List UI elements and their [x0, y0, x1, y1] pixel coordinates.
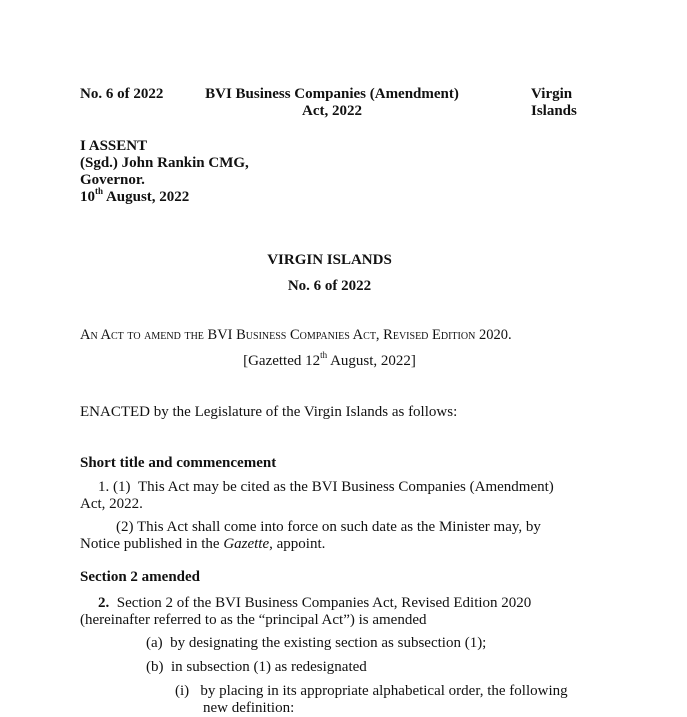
act-number: No. 6 of 2022: [80, 86, 164, 102]
act-title-line2: Act, 2022: [302, 103, 362, 119]
assent-line: I ASSENT: [80, 138, 148, 154]
section2-item-b: (b) in subsection (1) as redesignated: [146, 659, 367, 675]
long-title: An Act to amend the BVI Business Companies Act, Revised Edition 2020.: [80, 327, 512, 343]
section2-intro: 2. Section 2 of the BVI Business Companies Act, Revised Edition 2020 (hereinafter referred to as the “principal Act”) is amended: [80, 595, 532, 628]
enacting-formula: ENACTED by the Legislature of the Virgin Islands as follows:: [80, 404, 458, 420]
governor-signature: (Sgd.) John Rankin CMG,: [80, 155, 249, 171]
section1-number: 1. (1): [98, 479, 131, 495]
gazette-reference: Gazette: [223, 536, 270, 552]
assent-block: [80, 138, 249, 206]
assent-date: 10th August, 2022: [80, 186, 190, 205]
act-title-line1: BVI Business Companies (Amendment): [205, 86, 459, 102]
section2-heading: Section 2 amended: [80, 569, 200, 585]
act-number-heading: No. 6 of 2022: [287, 278, 372, 294]
jurisdiction-line2: Islands: [531, 103, 577, 119]
gazetted-date: [Gazetted 12th August, 2022]: [243, 350, 416, 369]
section1-subsection2: (2) This Act shall come into force on such date as the Minister may, by Notice published in the Gazette, appoint.: [80, 519, 541, 552]
governor-title: Governor.: [80, 172, 145, 188]
act-title: [190, 86, 474, 120]
section2-number: 2.: [98, 595, 110, 611]
section1-subsection1: 1. (1) This Act may be cited as the BVI Business Companies (Amendment) Act, 2022.: [80, 479, 554, 512]
section1-heading: Short title and commencement: [80, 455, 277, 471]
section2-item-a: (a) by designating the existing section as subsection (1);: [146, 635, 487, 651]
territory-heading: VIRGIN ISLANDS: [267, 252, 392, 268]
jurisdiction: [531, 86, 577, 120]
section2-item-i: (i) by placing in its appropriate alphabetical order, the following new definition:: [175, 683, 568, 716]
jurisdiction-line1: Virgin: [531, 86, 573, 102]
